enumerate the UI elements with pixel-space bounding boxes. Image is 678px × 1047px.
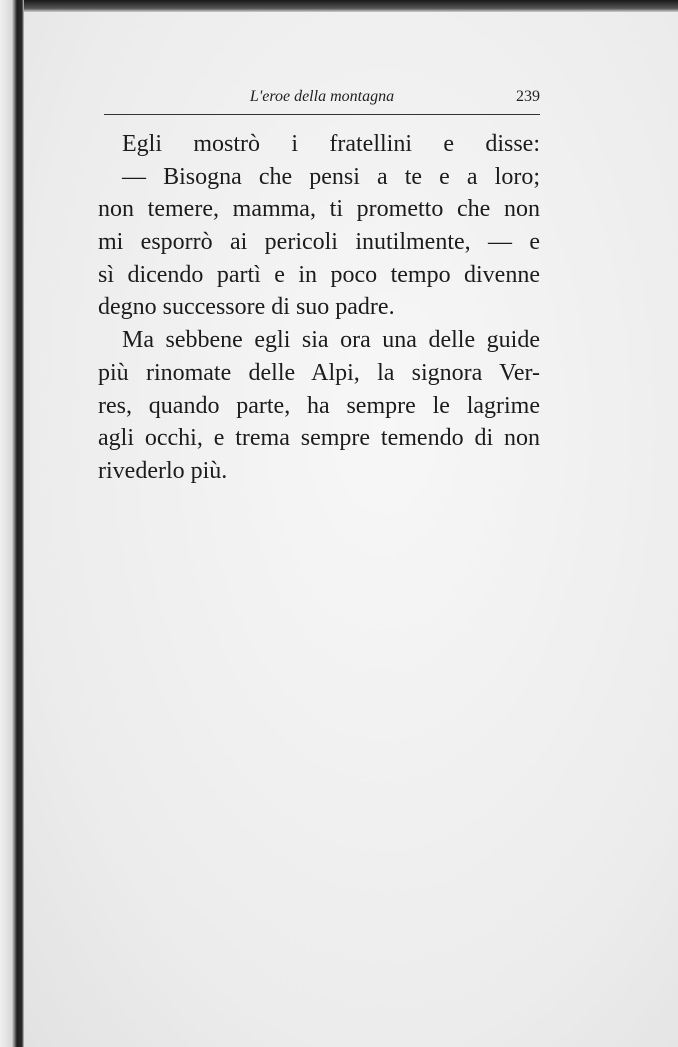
header-rule [104,114,540,115]
text-line: più rinomate delle Alpi, la signora Ver- [98,359,540,386]
text-line: mi esporrò ai pericoli inutilmente, — e [98,229,540,256]
text-line: Egli mostrò i fratellini e disse: [122,131,540,157]
book-binding-edge [0,0,24,1047]
text-line: — Bisogna che pensi a te e a loro; [122,163,540,190]
scan-top-edge [0,0,678,12]
text-line: agli occhi, e trema sempre temendo di non [98,425,540,452]
text-line: sì dicendo partì e in poco tempo divenne [98,261,540,288]
text-line: Ma sebbene egli sia ora una delle guide [122,327,540,354]
running-header [104,84,540,114]
text-line: rivederlo più. [98,457,228,484]
running-title: L'eroe della montagna [249,88,395,105]
body-text [98,128,540,488]
text-line: res, quando parte, ha sempre le lagrime [98,392,540,419]
text-line: degno successore di suo padre. [98,294,395,321]
page-number: 239 [516,88,540,105]
text-line: non temere, mamma, ti prometto che non [98,196,540,223]
